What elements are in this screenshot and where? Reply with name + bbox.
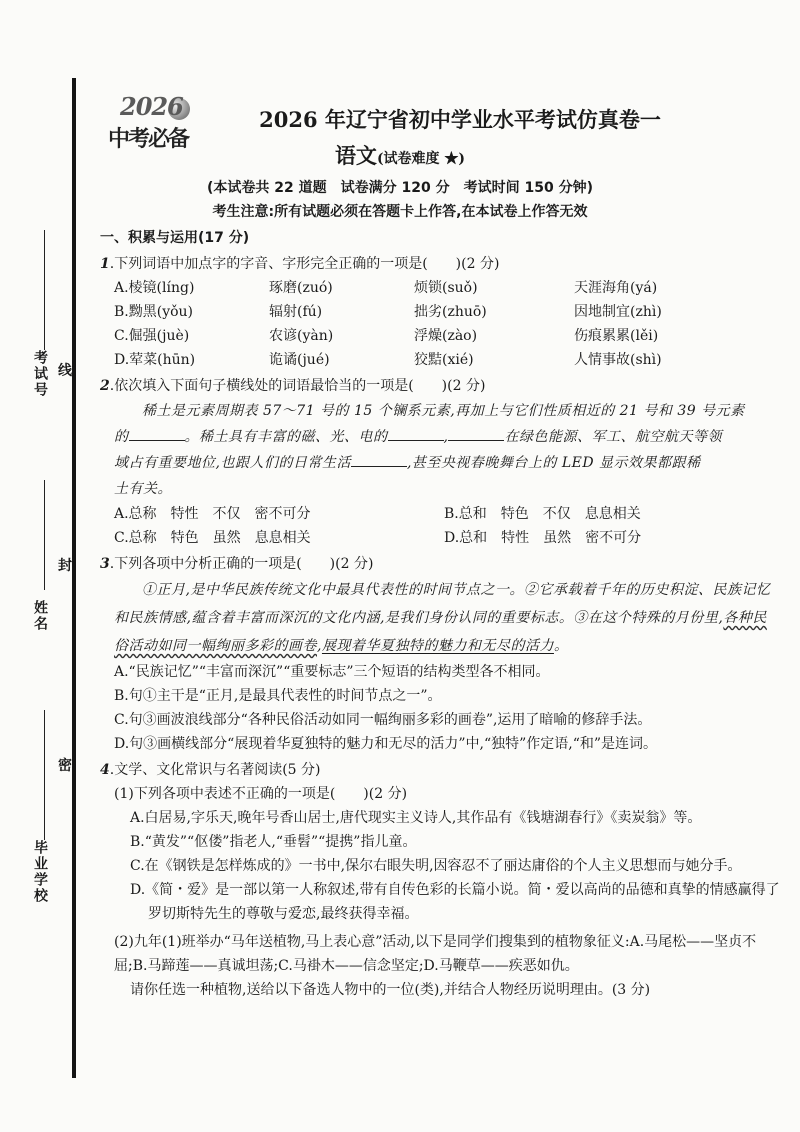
question-1: [100, 252, 780, 276]
q4-option-d: D.《简・爱》是一部以第一人称叙述,带有自传色彩的长篇小说。简・爱以高尚的品德和真挚的情感赢得了罗切斯特先生的尊敬与爱恋,最终获得幸福。: [130, 882, 780, 922]
question-stem: .文学、文化常识与名著阅读(5 分): [109, 762, 321, 778]
q4-option-b: B.“黄发”“伛偻”指老人,“垂髫”“提携”指儿童。: [130, 834, 417, 850]
q3-option-b: B.句①主干是“正月,是最具代表性的时间节点之一”。: [114, 688, 442, 704]
question-number: 2: [100, 378, 110, 394]
q3-option-c: C.句③画波浪线部分“各种民俗活动如同一幅绚丽多彩的画卷”,运用了暗喻的修辞手法。: [114, 712, 652, 728]
margin-seal-char: 封: [58, 558, 72, 574]
fill-blank-2: [388, 426, 444, 441]
section-heading: 一、积累与运用(17 分): [100, 230, 250, 246]
q1-c-4: 伤痕累累(lěi): [574, 328, 659, 344]
q1-c-2: 农谚(yàn): [269, 328, 334, 344]
q4-sub2-text: (2)九年(1)班举办“马年送植物,马上表心意”活动,以下是同学们搜集到的植物象征义:A.马尾松——坚贞不屈;B.马蹄莲——真诚坦荡;C.马褂木——信念坚定;D.马鞭草——疾恶如仇。: [114, 934, 757, 974]
q2-option-c: C.总称 特色 虽然 息息相关: [114, 530, 311, 546]
q3-option-d: D.句③画横线部分“展现着华夏独特的魅力和无尽的活力”中,“独特”作定语,“和”是连词。: [114, 736, 658, 752]
q3-wavy-underline: 各种民俗活动如同一幅绚丽多彩的画卷: [114, 610, 767, 654]
school-label: 毕业学校: [32, 840, 48, 904]
q4-option-c: C.在《钢铁是怎样炼成的》一书中,保尔右眼失明,因容忍不了丽达庸俗的个人主义思想而与她分手。: [130, 858, 742, 874]
q1-a-2: 琢磨(zuó): [269, 280, 333, 296]
subject-name: 语文: [334, 143, 377, 168]
exam-title: 2026 年辽宁省初中学业水平考试仿真卷一: [259, 107, 661, 132]
question-3: [100, 552, 780, 576]
school-blank: [44, 710, 45, 840]
q2-passage: [100, 398, 780, 502]
q3-option-a: A.“民族记忆”“丰富而深沉”“重要标志”三个短语的结构类型各不相同。: [114, 664, 550, 680]
q2-passage-3b: ,甚至央视春晚舞台上的 LED 显示效果都跟稀: [406, 455, 701, 471]
q1-a-1: A.棱镜(líng): [114, 280, 195, 296]
binding-line: [72, 78, 76, 1078]
exam-content: [100, 226, 780, 1002]
q2-passage-2d: 在绿色能源、军工、航空航天等领: [504, 429, 722, 445]
q1-b-3: 拙劣(zhuō): [414, 304, 487, 320]
question-4: [100, 758, 780, 782]
q1-c-3: 浮燥(zào): [414, 328, 478, 344]
q3-passage: [100, 576, 780, 660]
q4-sub1-options: [100, 806, 780, 926]
question-number: 1: [100, 256, 110, 272]
question-number: 3: [100, 556, 110, 572]
q1-c-1: C.倔强(juè): [114, 328, 190, 344]
q1-b-2: 辐射(fú): [269, 304, 323, 320]
q3-passage-text: ①正月,是中华民族传统文化中最具代表性的时间节点之一。②它承载着千年的历史积淀、民族记忆和民族情感,蕴含着丰富而深沉的文化内涵,是我们身份认同的重要标志。③在这个特殊的月份里,: [114, 582, 771, 626]
q3-straight-underline: 展现着华夏独特的魅力和无尽的活力: [321, 638, 554, 654]
difficulty: (试卷难度 ★): [376, 151, 466, 167]
margin-close-char: 密: [58, 758, 72, 774]
name-blank: [44, 480, 45, 590]
q4-option-a: A.白居易,字乐天,晚年号香山居士,唐代现实主义诗人,其作品有《钱塘湖春行》《卖炭翁》等。: [130, 810, 702, 826]
question-stem: .下列各项中分析正确的一项是( )(2 分): [109, 556, 374, 572]
q1-options: [100, 276, 780, 372]
q1-d-4: 人情事故(shì): [574, 352, 662, 368]
q2-passage-1: 稀土是元素周期表 57～71 号的 15 个镧系元素,再加上与它们性质相近的 21 号和 39 号元素: [142, 403, 745, 419]
fill-blank-3: [448, 426, 504, 441]
q2-options: [100, 502, 780, 550]
exam-notice: 考生注意:所有试题必须在答题卡上作答,在本试卷上作答无效: [212, 204, 588, 220]
name-label: 姓名: [32, 600, 48, 632]
exam-no-blank: [44, 230, 45, 350]
exam-no-label: 考试号: [32, 350, 48, 398]
subject-line: [0, 140, 800, 170]
exam-info: (本试卷共 22 道题 试卷满分 120 分 考试时间 150 分钟): [207, 180, 593, 196]
q3-passage-mid: ,: [317, 638, 322, 654]
question-number: 4: [100, 762, 110, 778]
q4-sub2-instruction: 请你任选一种植物,送给以下备选人物中的一位(类),并结合人物经历说明理由。(3 分): [130, 982, 651, 998]
q1-b-4: 因地制宜(zhì): [574, 304, 662, 320]
q1-a-3: 烦锁(suǒ): [414, 280, 478, 296]
q4-sub1-stem: (1)下列各项中表述不正确的一项是( )(2 分): [114, 786, 408, 802]
fill-blank-1: [129, 426, 185, 441]
logo-year: 2026: [120, 92, 183, 121]
q2-option-a: A.总称 特性 不仅 密不可分: [114, 506, 311, 522]
q2-passage-2a: 的: [114, 429, 129, 445]
q1-d-3: 狡黠(xié): [414, 352, 474, 368]
question-2: [100, 374, 780, 398]
q3-passage-end: 。: [553, 638, 569, 654]
q1-a-4: 天涯海角(yá): [574, 280, 658, 296]
q3-options: [100, 660, 780, 756]
q2-passage-2c: ,: [443, 429, 449, 445]
question-stem: .下列词语中加点字的字音、字形完全正确的一项是( )(2 分): [109, 256, 500, 272]
question-stem: .依次填入下面句子横线处的词语最恰当的一项是( )(2 分): [109, 378, 486, 394]
q2-option-b: B.总和 特色 不仅 息息相关: [444, 506, 641, 522]
q1-d-1: D.荤菜(hūn): [114, 352, 196, 368]
q2-passage-4: 土有关。: [114, 481, 172, 497]
q1-d-2: 诡谲(jué): [269, 352, 330, 368]
q2-passage-2b: 。稀土具有丰富的磁、光、电的: [184, 429, 388, 445]
q2-passage-3a: 域占有重要地位,也跟人们的日常生活: [114, 455, 351, 471]
fill-blank-4: [351, 452, 407, 467]
q1-b-1: B.黝黑(yǒu): [114, 304, 194, 320]
q2-option-d: D.总和 特性 虽然 密不可分: [444, 530, 642, 546]
logo-text: 中考必备: [108, 127, 189, 152]
margin-line-char: 线: [58, 363, 72, 379]
